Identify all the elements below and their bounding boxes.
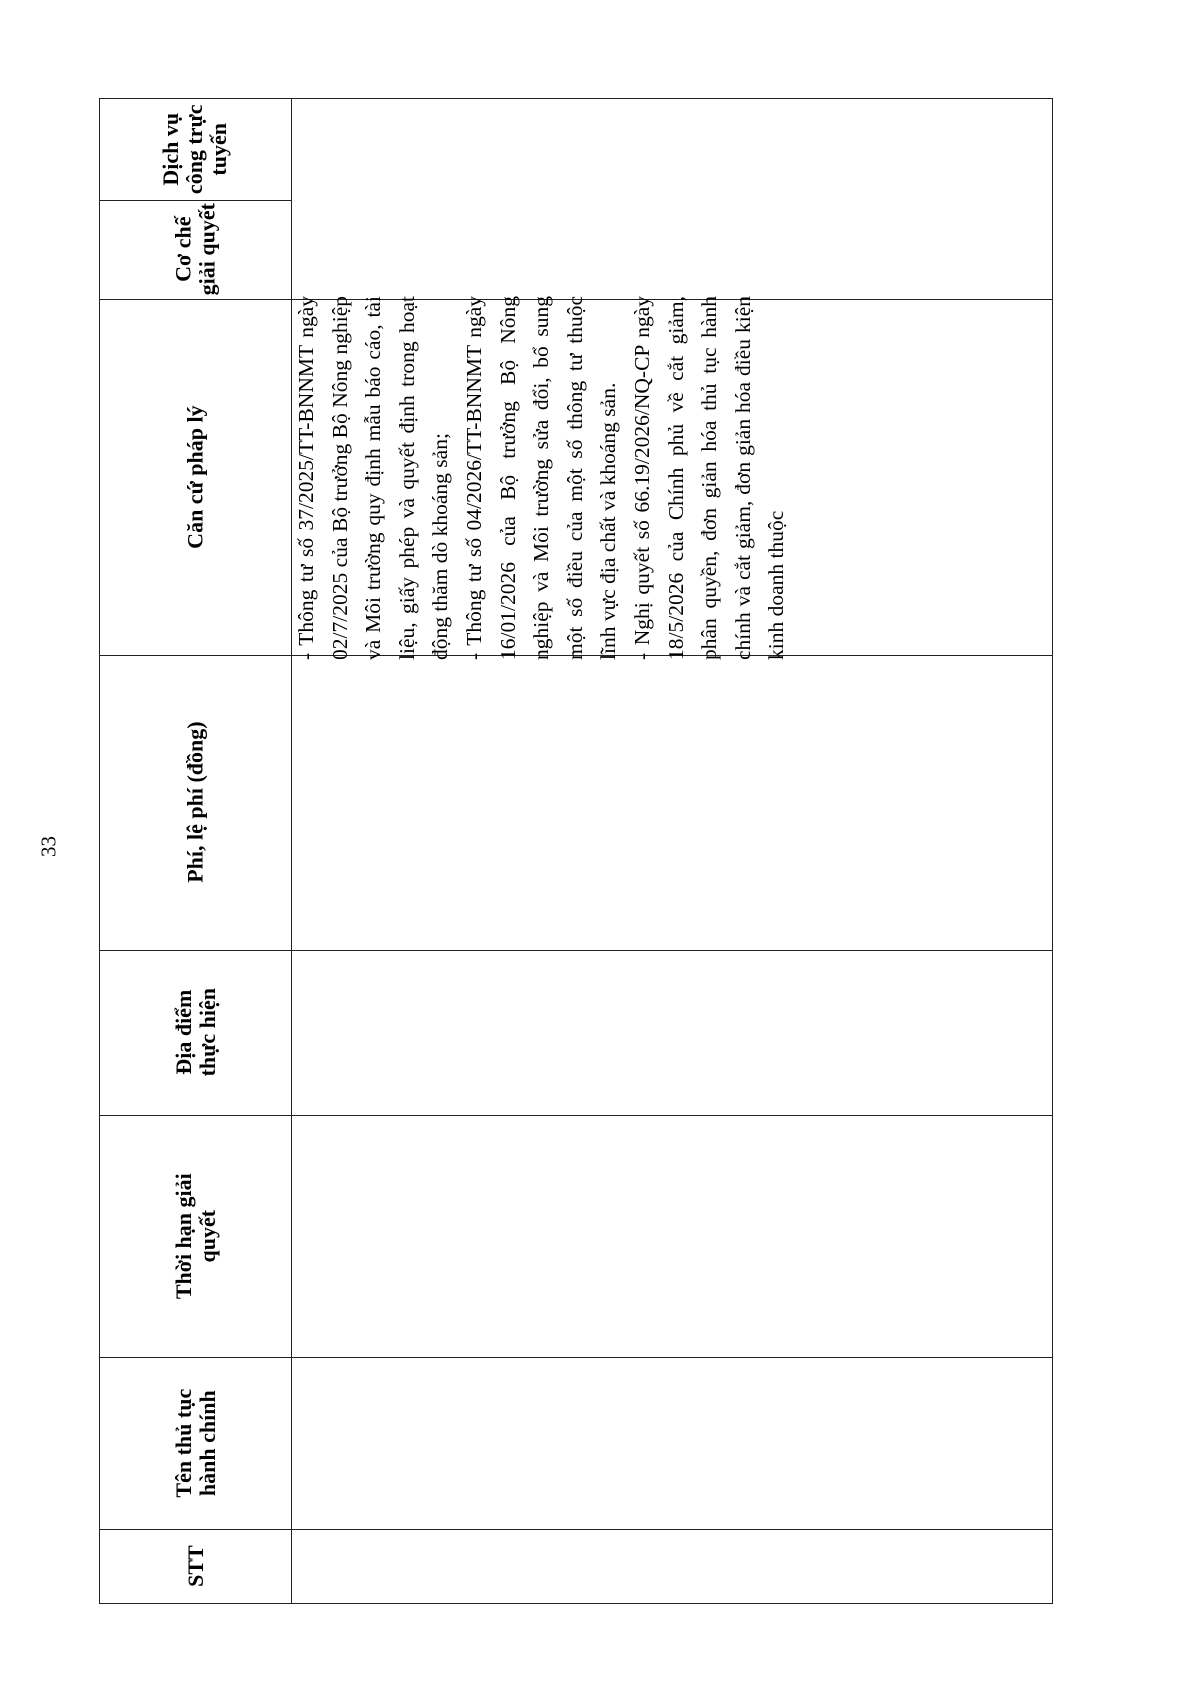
legal-basis-item: - Nghị quyết số 66.19/2026/NQ-CP ngày 18/5/2026 của Chính phủ về cắt giảm, phân quyền, đơn giản hóa thủ tục hành chính và cắt giảm, đơn giản hóa điều kiện kinh doanh thuộc xyxy=(629,296,789,660)
legal-basis-item: - Thông tư số 37/2025/TT-BNNMT ngày 02/7/2025 của Bộ trưởng Bộ Nông nghiệp và Môi trường quy định mẫu báo cáo, tài liệu, giấy phép và quyết định trong hoạt động thăm dò khoáng sản; xyxy=(294,296,453,660)
header-stt: STT xyxy=(182,1545,208,1587)
header-deadline: Thời hạn giải quyết xyxy=(170,1173,220,1299)
header-procedure-name: Tên thủ tục hành chính xyxy=(170,1388,220,1498)
legal-basis-text xyxy=(290,296,1044,660)
legal-basis-item: - Thông tư số 04/2026/TT-BNNMT ngày 16/01/2026 của Bộ trưởng Bộ Nông nghiệp và Môi trường sửa đổi, bổ sung một số điều của một số thông tư thuộc lĩnh vực địa chất và khoáng sản. xyxy=(461,296,621,660)
header-fees-cell xyxy=(100,655,291,950)
header-deadline-cell xyxy=(100,1115,291,1357)
header-stt-cell xyxy=(100,1529,291,1603)
header-location-cell xyxy=(100,950,291,1115)
header-procedure-name-cell xyxy=(100,1357,291,1529)
header-online-service-cell xyxy=(100,99,291,200)
header-legal-basis-cell xyxy=(100,299,291,655)
header-location: Địa điểm thực hiện xyxy=(170,988,220,1077)
page-number: 33 xyxy=(36,836,61,857)
header-online-service: Dịch vụ công trực tuyến xyxy=(158,104,232,195)
header-fees: Phí, lệ phí (đồng) xyxy=(182,721,208,884)
legal-basis-cell xyxy=(290,296,1044,660)
header-legal-basis: Căn cứ pháp lý xyxy=(182,405,208,549)
header-mechanism: Cơ chế giải quyết xyxy=(170,203,220,296)
header-mechanism-cell xyxy=(100,200,291,299)
